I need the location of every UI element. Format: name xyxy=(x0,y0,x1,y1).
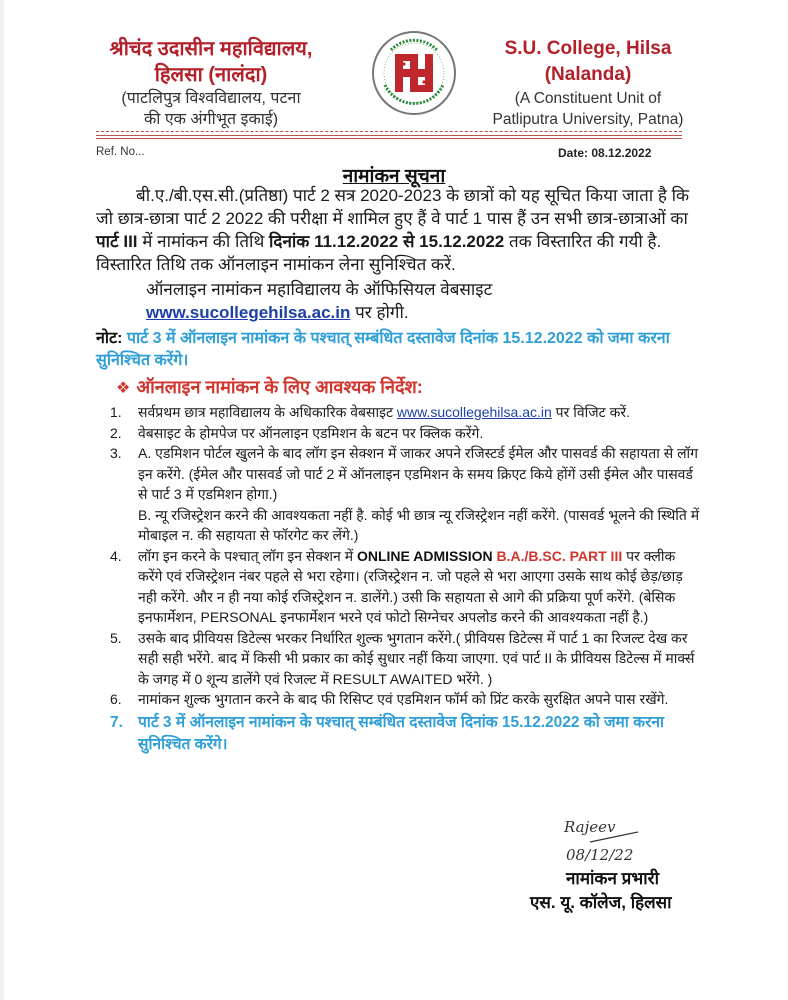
notice-date: Date: 08.12.2022 xyxy=(558,146,652,160)
item-text: सर्वप्रथम छात्र महाविद्यालय के अधिकारिक वेबसाइट xyxy=(138,404,397,420)
online-notice xyxy=(146,278,706,324)
item-text-b: B. न्यू रजिस्ट्रेशन करने की आवश्यकता नहीं है. कोई भी छात्र न्यू रजिस्ट्रेशन नहीं करेंगे. (पासवर्ड भूलने की स्थिति में मोबाइल न. की सहायता से फॉरगेट कर लेंगे.) xyxy=(138,506,700,543)
list-item xyxy=(110,628,700,690)
intro-text: तक विस्तारित की गयी है. विस्तारित तिथि तक ऑनलाइन नामांकन लेना सुनिश्चित करें. xyxy=(96,232,662,274)
college-name-hindi-1: श्रीचंद उदासीन महाविद्यालय, xyxy=(109,38,313,60)
intro-text: बी.ए./बी.एस.सी.(प्रतिष्ठा) पार्ट 2 सत्र 2020-2023 के छात्रों को यह सूचित किया जाता है कि जो छात्र-छात्रा पार्ट 2 2022 की परीक्षा में शामिल हुए हैं वे पार्ट 1 पास हैं उन सभी छात्र-छात्राओं का xyxy=(96,186,690,228)
intro-paragraph xyxy=(96,184,702,276)
item-text: पर विजिट करें. xyxy=(551,404,630,420)
item-caps: ONLINE ADMISSION xyxy=(356,547,493,564)
online-notice-text: ऑनलाइन नामांकन महाविद्यालय के ऑफिसियल वेबसाइट xyxy=(146,280,493,299)
item-number: 2. xyxy=(110,424,122,441)
affiliation-hindi-1: (पाटलिपुत्र विश्वविद्यालय, पटना xyxy=(121,90,301,107)
ref-number: Ref. No... xyxy=(96,146,145,158)
signature-scribble: Rajeev xyxy=(564,818,616,836)
list-item xyxy=(110,443,700,546)
affiliation-hindi-2: की एक अंगीभूत इकाई) xyxy=(143,111,279,128)
list-item xyxy=(110,546,700,628)
intro-bold-dates: दिनांक 11.12.2022 से 15.12.2022 xyxy=(269,232,505,251)
college-name-english-1: S.U. College, Hilsa xyxy=(504,38,672,59)
affiliation-english-2: Patliputra University, Patna) xyxy=(492,111,684,128)
instruction-list xyxy=(110,402,700,756)
online-notice-suffix: पर होगी. xyxy=(350,303,409,322)
item-number: 3. xyxy=(110,445,122,461)
signatory-office: एस. यू. कॉलेज, हिलसा xyxy=(530,893,672,912)
signature-icon xyxy=(560,812,650,868)
note xyxy=(96,328,702,372)
item-text: उसके बाद प्रीवियस डिटेल्स भरकर निर्धारित शुल्क भुगतान करेंगे.( प्रीवियस डिटेल्स में पार्ट 1 का रिजल्ट देख कर सही सही भरेंगे. बाद में किसी भी प्रकार का कोई सुधार नहीं किया जाएगा. एवं पार्ट II के प्रीवियस डिटेल्स में मार्क्स के जगह में 0 शून्य डालेंगे एवं रिजल्ट में RESULT AWAITED भरेंगे. ) xyxy=(138,629,695,687)
item-text: वेबसाइट के होमपेज पर ऑनलाइन एडमिशन के बटन पर क्लिक करेंगे. xyxy=(138,424,484,441)
item-text: नामांकन शुल्क भुगतान करने के बाद फी रिसिप्ट एवं एडमिशन फॉर्म को प्रिंट करके सुरक्षित अपने पास रखेंगे. xyxy=(138,691,669,707)
list-item xyxy=(110,423,700,444)
page-edge xyxy=(0,0,4,1000)
college-logo-icon xyxy=(371,30,457,116)
item-text-a: A. एडमिशन पोर्टल खुलने के बाद लॉग इन सेक्शन में जाकर अपने रजिस्टर्ड ईमेल और पासवर्ड की सहायता से लॉग इन करेंगे. (ईमेल और पासवर्ड जो पार्ट 2 में ऑनलाइन एडमिशन के समय क्रिएट किये होंगें उसी ईमेल और पासवर्ड से पार्ट 3 में एडमिशन होगा.) xyxy=(138,445,699,502)
notice-title: नामांकन सूचना xyxy=(342,166,446,187)
intro-bold-part: पार्ट III xyxy=(96,232,138,251)
header-hindi xyxy=(96,36,326,130)
item-number: 6. xyxy=(110,691,122,707)
swastik-emblem-icon xyxy=(395,54,433,92)
affiliation-english-1: (A Constituent Unit of xyxy=(514,90,662,107)
list-item xyxy=(110,689,700,710)
header-divider xyxy=(96,135,682,136)
diamond-bullet-icon: ❖ xyxy=(116,380,131,397)
website-link[interactable]: www.sucollegehilsa.ac.in xyxy=(146,303,351,322)
item-number: 4. xyxy=(110,547,122,564)
item-text: पार्ट 3 में ऑनलाइन नामांकन के पश्चात् सम्बंधित दस्तावेज दिनांक 15.12.2022 को जमा करना सुनिश्चित करेंगे। xyxy=(138,713,664,753)
section-heading-text: ऑनलाइन नामांकन के लिए आवश्यक निर्देश: xyxy=(136,377,423,397)
header-divider-dashed xyxy=(96,131,682,132)
item-number: 7. xyxy=(110,713,123,731)
header-english xyxy=(488,36,688,130)
website-link[interactable]: www.sucollegehilsa.ac.in xyxy=(396,404,552,420)
signature-date: 08/12/22 xyxy=(566,846,634,864)
signatory-designation: नामांकन प्रभारी xyxy=(566,869,660,888)
item-number: 1. xyxy=(110,404,122,420)
note-label: नोट: xyxy=(96,330,123,347)
section-heading xyxy=(116,375,423,399)
college-name-hindi-2: हिलसा (नालंदा) xyxy=(154,64,268,86)
list-item xyxy=(110,402,700,423)
list-item xyxy=(110,712,700,756)
item-text: पर क्लीक करेंगे एवं रजिस्ट्रेशन नंबर पहले से भरा रहेगा। (रजिस्ट्रेशन न. जो पहले से भरा आएगा उसके साथ कोई छेड़/छाड़ नही करेंगे. और न ही नया कोई रजिस्ट्रेशन न. डालेंगे.) उसी कि सहायता से आगे की प्रक्रिया पूर्ण करेंगे. (बेसिक इनफार्मेशन, PERSONAL इनफार्मेशन भरने एवं फोटो सिग्नेचर अपलोड करने की आवश्यकता नहीं है.) xyxy=(138,547,683,625)
note-text: पार्ट 3 में ऑनलाइन नामांकन के पश्चात् सम्बंधित दस्तावेज दिनांक 15.12.2022 को जमा करना सुनिश्चित करेंगे। xyxy=(96,330,670,369)
item-text: लॉग इन करने के पश्चात् लॉग इन सेक्शन में xyxy=(138,547,357,564)
header-divider xyxy=(96,138,682,139)
college-name-english-2: (Nalanda) xyxy=(544,64,632,85)
item-caps-red: B.A./B.SC. PART III xyxy=(492,547,623,564)
item-number: 5. xyxy=(110,629,122,646)
intro-text: में नामांकन की तिथि xyxy=(137,232,270,251)
